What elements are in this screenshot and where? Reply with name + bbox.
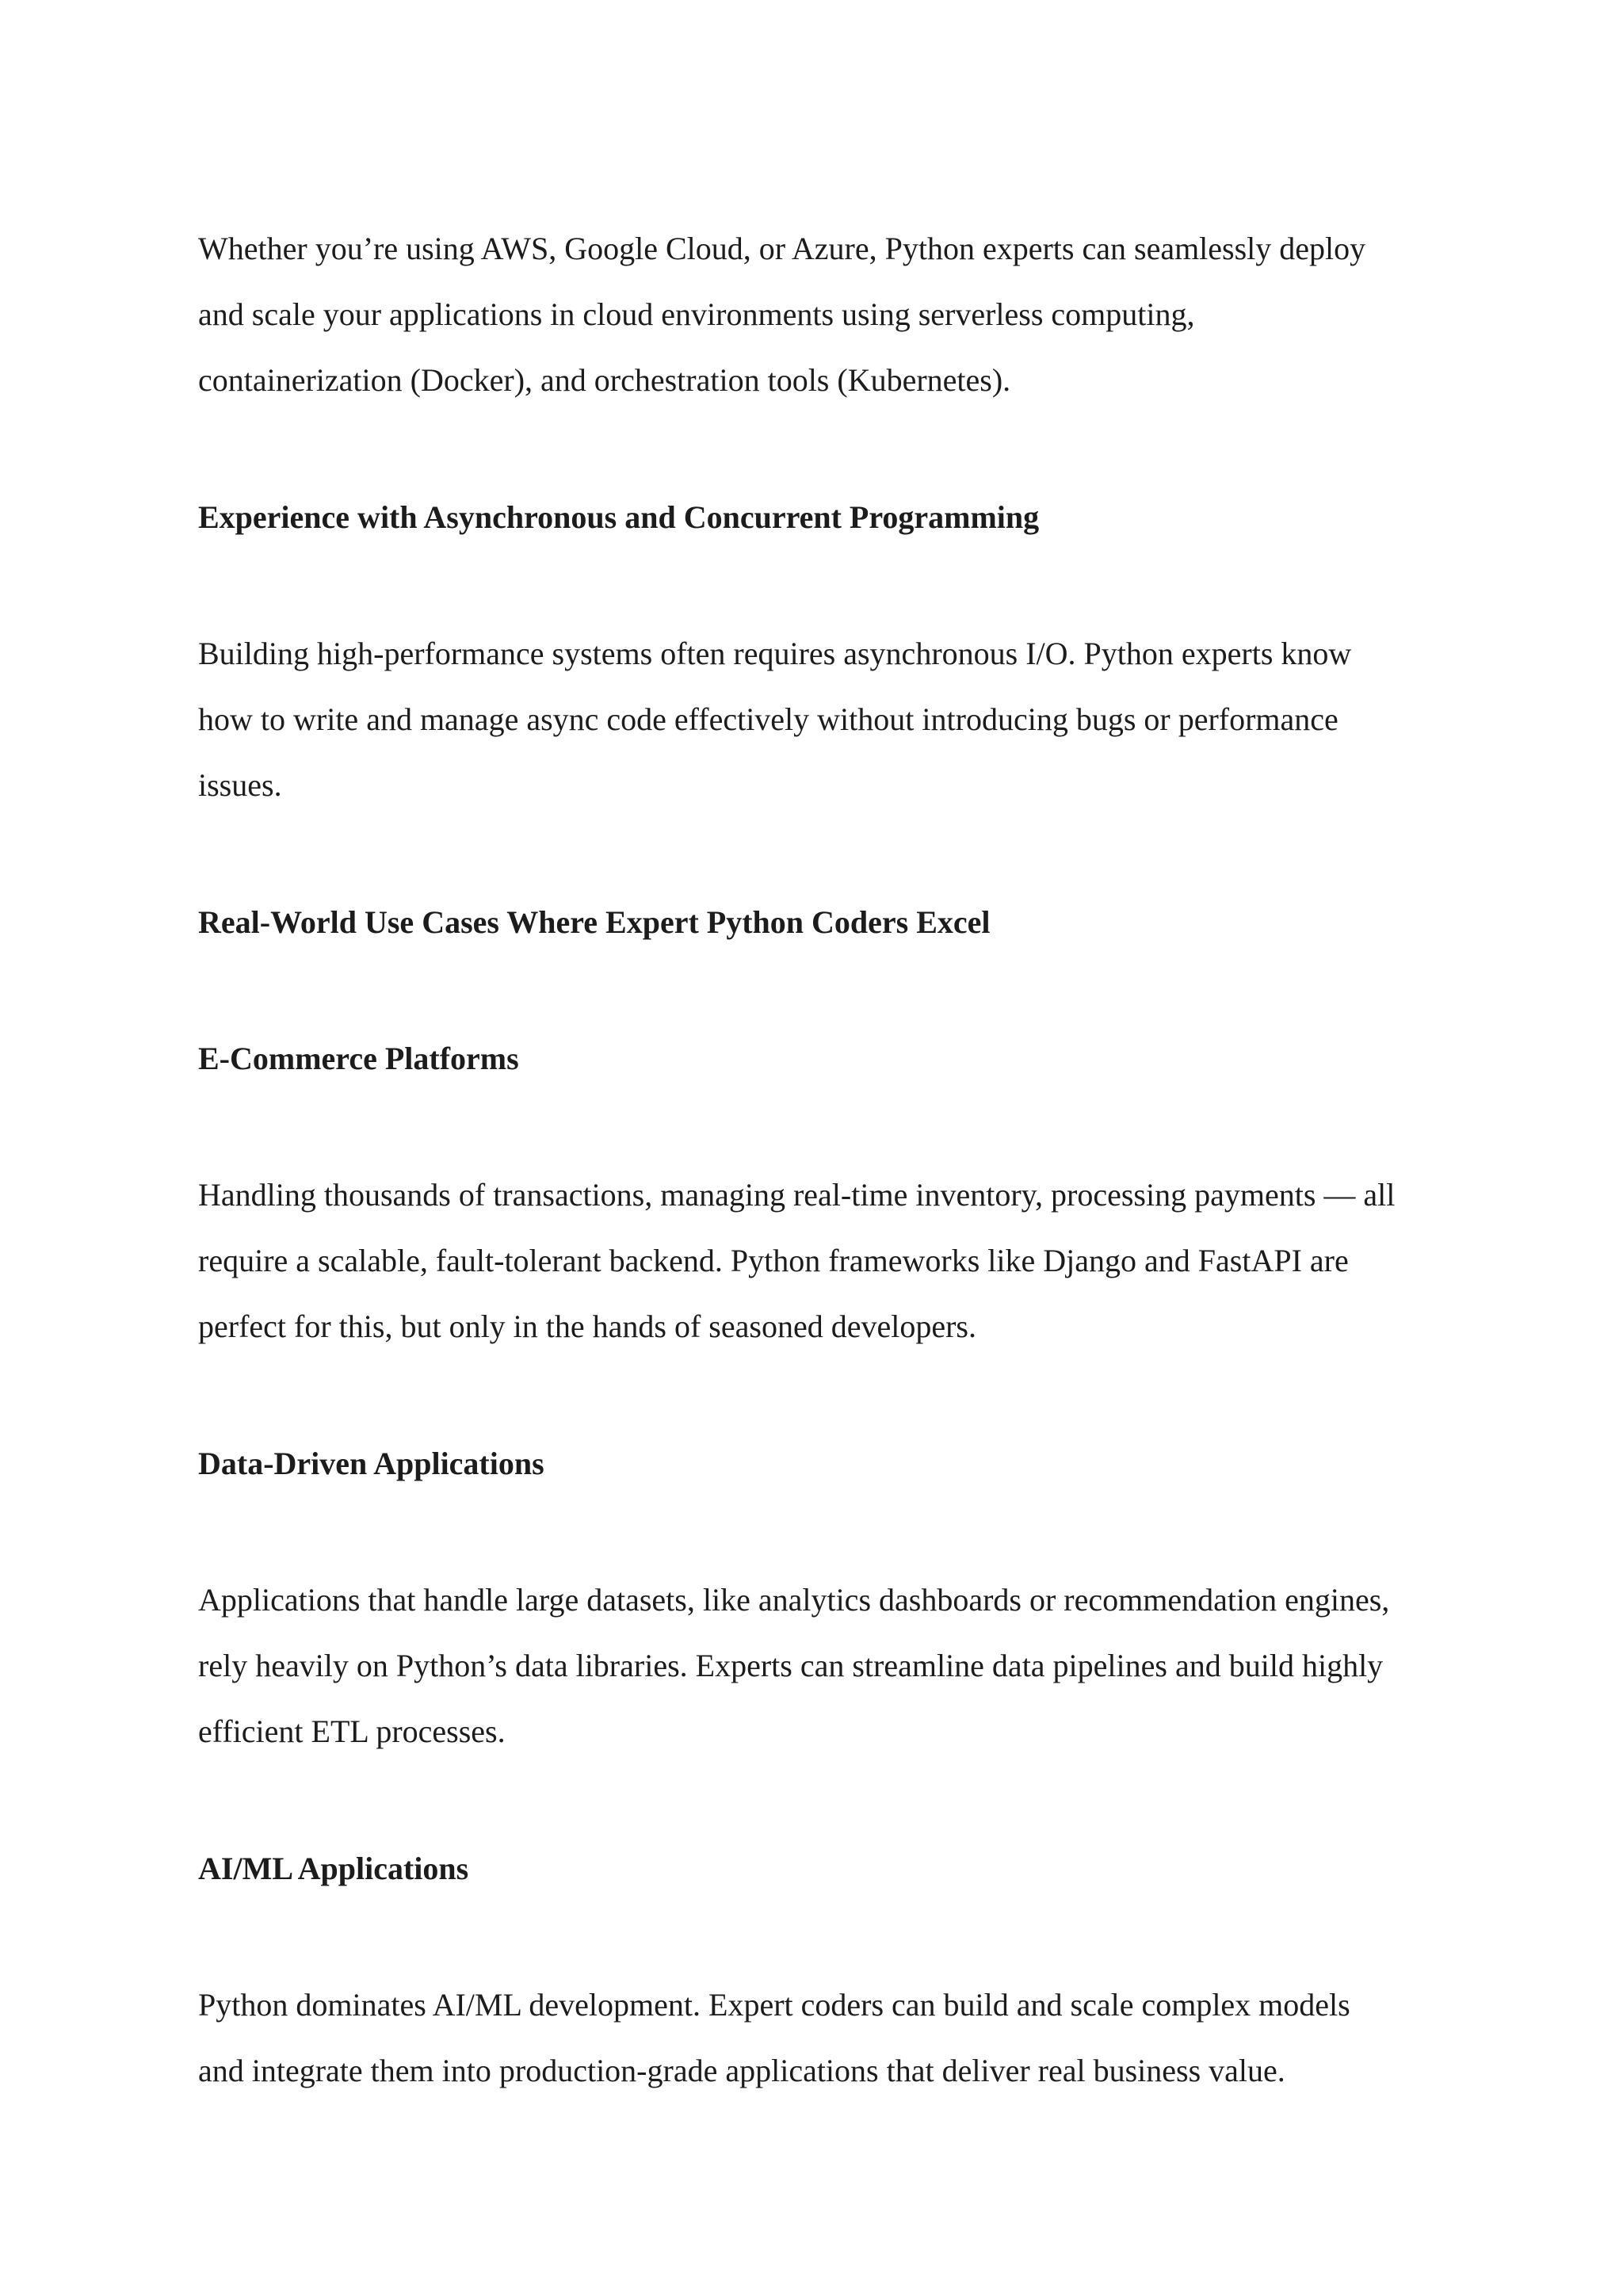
text-line: containerization (Docker), and orchestration tools (Kubernetes). (198, 362, 1011, 398)
heading-use-cases: Real-World Use Cases Where Expert Python Coders Excel (198, 904, 991, 940)
spacer (198, 413, 1450, 484)
paragraph-data-driven (198, 1567, 1450, 1764)
paragraph-ai-ml (198, 1972, 1450, 2103)
spacer (198, 1091, 1450, 1162)
spacer (198, 1764, 1450, 1836)
text-line: Applications that handle large datasets, like analytics dashboards or recommendation engines, (198, 1582, 1390, 1618)
heading-ai-ml: AI/ML Applications (198, 1851, 469, 1886)
text-line: Handling thousands of transactions, managing real-time inventory, processing payments — all (198, 1177, 1396, 1213)
text-line: efficient ETL processes. (198, 1713, 506, 1749)
spacer (198, 1496, 1450, 1567)
spacer (198, 1359, 1450, 1431)
heading-ecommerce: E-Commerce Platforms (198, 1041, 519, 1076)
heading-async-programming: Experience with Asynchronous and Concurrent Programming (198, 499, 1040, 535)
text-line: Whether you’re using AWS, Google Cloud, or Azure, Python experts can seamlessly deploy (198, 231, 1366, 266)
text-line: issues. (198, 767, 282, 803)
text-line: perfect for this, but only in the hands of seasoned developers. (198, 1308, 976, 1344)
paragraph-ecommerce (198, 1162, 1450, 1359)
text-line: Python dominates AI/ML development. Expert coders can build and scale complex models (198, 1987, 1350, 2023)
paragraph-async-io (198, 621, 1450, 818)
text-line: rely heavily on Python’s data libraries. Experts can streamline data pipelines and build highly (198, 1648, 1384, 1683)
text-line: how to write and manage async code effectively without introducing bugs or performance (198, 701, 1338, 737)
text-line: require a scalable, fault-tolerant backend. Python frameworks like Django and FastAPI are (198, 1243, 1349, 1278)
text-line: Building high-performance systems often requires asynchronous I/O. Python experts know (198, 636, 1352, 671)
paragraph-cloud-deployment (198, 216, 1450, 413)
spacer (198, 955, 1450, 1026)
text-line: and integrate them into production-grade applications that deliver real business value. (198, 2053, 1285, 2088)
heading-data-driven: Data-Driven Applications (198, 1446, 544, 1481)
spacer (198, 818, 1450, 889)
spacer (198, 1901, 1450, 1972)
spacer (198, 550, 1450, 621)
document-body (198, 216, 1450, 2103)
text-line: and scale your applications in cloud environments using serverless computing, (198, 296, 1195, 332)
